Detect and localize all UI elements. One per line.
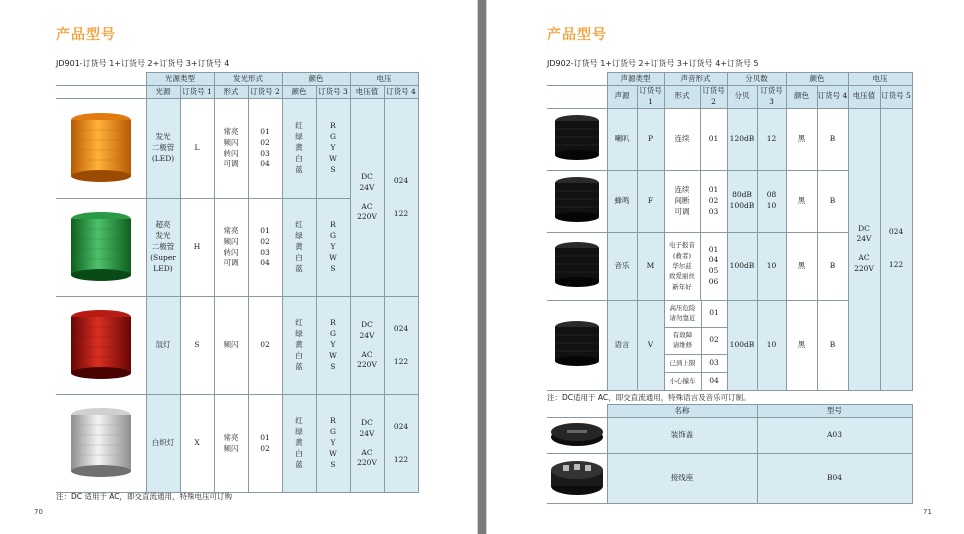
table-row (547, 454, 912, 504)
header-voltage: 电压 (848, 73, 912, 86)
header-order2: 订货号 2 (248, 86, 282, 99)
order2-cell: 01 (700, 108, 727, 170)
header-voltage: 电压 (350, 73, 418, 86)
sound-src-cell: 蜂鸣 (607, 170, 637, 232)
order2-cell: 01 04 05 06 (700, 232, 727, 300)
header-order3: 订货号 3 (757, 86, 786, 109)
right-note: 注：DC适用于 AC，即交直流通用，特殊语言及音乐可订制。 (547, 393, 751, 402)
order1-cell: S (180, 297, 214, 395)
header-order4: 订货号 4 (384, 86, 418, 99)
shared-voltage-cell: DC 24V AC 220V (350, 99, 384, 297)
right-subtitle: JD902-订货号 1+订货号 2+订货号 3+订货号 4+订货号 5 (547, 59, 759, 68)
order2-cell: 01 02 03 (700, 170, 727, 232)
page-number-left: 70 (34, 508, 43, 516)
order3-cell: 08 10 (757, 170, 786, 232)
color-cell: 黑 (786, 108, 817, 170)
order1-cell: V (637, 300, 664, 390)
acc-name-cell: 接线座 (607, 454, 757, 504)
speaker-module-image (547, 108, 607, 170)
color-cell: 黑 (786, 232, 817, 300)
speech-code: 04 (701, 373, 727, 390)
right-page (486, 0, 964, 534)
voltage-cell: DC 24V AC 220V (350, 395, 384, 493)
acc-model-cell: B04 (757, 454, 912, 504)
decorative-cap-image (547, 418, 607, 454)
order3-cell: 10 (757, 300, 786, 390)
sound-src-cell: 喇叭 (607, 108, 637, 170)
header-color-sub: 颜色 (282, 86, 316, 99)
speech-forms-cell: 高压危险 请勿靠近 01 有故障 请维修 02 已到上限 03 小心撞车 04 (664, 300, 727, 390)
db-cell: 100dB (727, 300, 757, 390)
order4-cell: B (817, 300, 848, 390)
table-row (56, 395, 418, 493)
header-volt-val: 电压值 (350, 86, 384, 99)
order4-cell: B (817, 232, 848, 300)
jd902-table (547, 72, 913, 391)
order3-cell: R G Y W S (316, 99, 350, 199)
form-cell: 连续 (664, 108, 700, 170)
header-color: 颜色 (282, 73, 350, 86)
order2-cell: 01 02 03 04 (248, 99, 282, 199)
right-page-title: 产品型号 (547, 27, 607, 43)
color-cell: 红 绿 黄 白 蓝 (282, 297, 316, 395)
order1-cell: L (180, 99, 214, 199)
music-module-image (547, 232, 607, 300)
color-cell: 红 绿 黄 白 蓝 (282, 199, 316, 297)
order3-cell: R G Y W S (316, 395, 350, 493)
db-cell: 80dB 100dB (727, 170, 757, 232)
header-emit-form: 发光形式 (214, 73, 282, 86)
acc-model-cell: A03 (757, 418, 912, 454)
order1-cell: X (180, 395, 214, 493)
left-note: 注：DC 适用于 AC，即交直流通用，特殊电压可订购 (56, 492, 233, 501)
header-order3: 订货号 3 (316, 86, 350, 99)
order1-cell: M (637, 232, 664, 300)
terminal-base-image (547, 454, 607, 504)
order3-cell: R G Y W S (316, 297, 350, 395)
header-order4: 订货号 4 (817, 86, 848, 109)
speech-form: 小心撞车 (669, 376, 696, 385)
table-row (547, 108, 912, 170)
left-subtitle: JD901-订货号 1+订货号 2+订货号 3+订货号 4 (56, 59, 230, 68)
order1-cell: P (637, 108, 664, 170)
order4-cell: 024 122 (384, 297, 418, 395)
header-order2: 订货号 2 (700, 86, 727, 109)
order4-cell: 024 122 (384, 395, 418, 493)
red-xenon-lamp-image (56, 297, 146, 395)
speech-code: 02 (701, 328, 727, 354)
table-row (56, 297, 418, 395)
header-decibel: 分贝数 (727, 73, 786, 86)
header-volt-val: 电压值 (848, 86, 880, 109)
table-row (547, 418, 912, 454)
sound-src-cell: 音乐 (607, 232, 637, 300)
buzzer-module-image (547, 170, 607, 232)
header-light-src: 光源 (146, 86, 180, 99)
speech-code: 01 (701, 301, 727, 327)
order2-cell: 01 02 03 04 (248, 199, 282, 297)
order2-cell: 02 (248, 297, 282, 395)
orange-led-lamp-image (56, 99, 146, 199)
header-form: 形式 (214, 86, 248, 99)
header-color: 颜色 (786, 73, 848, 86)
light-src-cell: 超亮 发光 二极管 (Super LED) (146, 199, 180, 297)
header-order1: 订货号 1 (180, 86, 214, 99)
shared-order4-cell: 024 122 (384, 99, 418, 297)
page-number-right: 71 (923, 508, 932, 516)
header-order1: 订货号 1 (637, 86, 664, 109)
green-led-lamp-image (56, 199, 146, 297)
order2-cell: 01 02 (248, 395, 282, 493)
shared-order5-cell: 024 122 (880, 108, 912, 390)
sound-src-cell: 语言 (607, 300, 637, 390)
light-src-cell: 白炽灯 (146, 395, 180, 493)
speech-module-image (547, 300, 607, 390)
acc-header-model: 型号 (757, 405, 912, 418)
header-sound-type: 声源类型 (607, 73, 664, 86)
acc-header-name: 名称 (607, 405, 757, 418)
form-cell: 常亮 频闪 转闪 可调 (214, 99, 248, 199)
table-row (56, 99, 418, 199)
color-cell: 红 绿 黄 白 蓝 (282, 99, 316, 199)
order1-cell: F (637, 170, 664, 232)
order4-cell: B (817, 108, 848, 170)
white-incandescent-lamp-image (56, 395, 146, 493)
form-cell: 电子报音 (救者) 华尔兹 致爱丽丝 新年好 (664, 232, 700, 300)
form-cell: 常亮 频闪 (214, 395, 248, 493)
header-sound-src: 声源 (607, 86, 637, 109)
acc-name-cell: 装饰盖 (607, 418, 757, 454)
speech-code: 03 (701, 355, 727, 372)
form-cell: 连续 间断 可调 (664, 170, 700, 232)
header-form: 形式 (664, 86, 700, 109)
color-cell: 黑 (786, 170, 817, 232)
order3-cell: R G Y W S (316, 199, 350, 297)
light-src-cell: 氙灯 (146, 297, 180, 395)
form-cell: 频闪 (214, 297, 248, 395)
voltage-cell: DC 24V AC 220V (350, 297, 384, 395)
left-page-title: 产品型号 (56, 27, 116, 43)
order4-cell: B (817, 170, 848, 232)
light-src-cell: 发光 二极管 (LED) (146, 99, 180, 199)
order3-cell: 12 (757, 108, 786, 170)
shared-voltage-cell: DC 24V AC 220V (848, 108, 880, 390)
header-light-type: 光源类型 (146, 73, 214, 86)
left-page (0, 0, 478, 534)
accessory-table (547, 404, 913, 504)
speech-form: 已到上限 (669, 358, 696, 367)
db-cell: 120dB (727, 108, 757, 170)
jd901-table (56, 72, 419, 493)
order1-cell: H (180, 199, 214, 297)
header-color-sub: 颜色 (786, 86, 817, 109)
header-db: 分贝 (727, 86, 757, 109)
header-sound-form: 声音形式 (664, 73, 727, 86)
form-cell: 常亮 频闪 转闪 可调 (214, 199, 248, 297)
order3-cell: 10 (757, 232, 786, 300)
color-cell: 黑 (786, 300, 817, 390)
db-cell: 100dB (727, 232, 757, 300)
header-order5: 订货号 5 (880, 86, 912, 109)
color-cell: 红 绿 黄 白 蓝 (282, 395, 316, 493)
